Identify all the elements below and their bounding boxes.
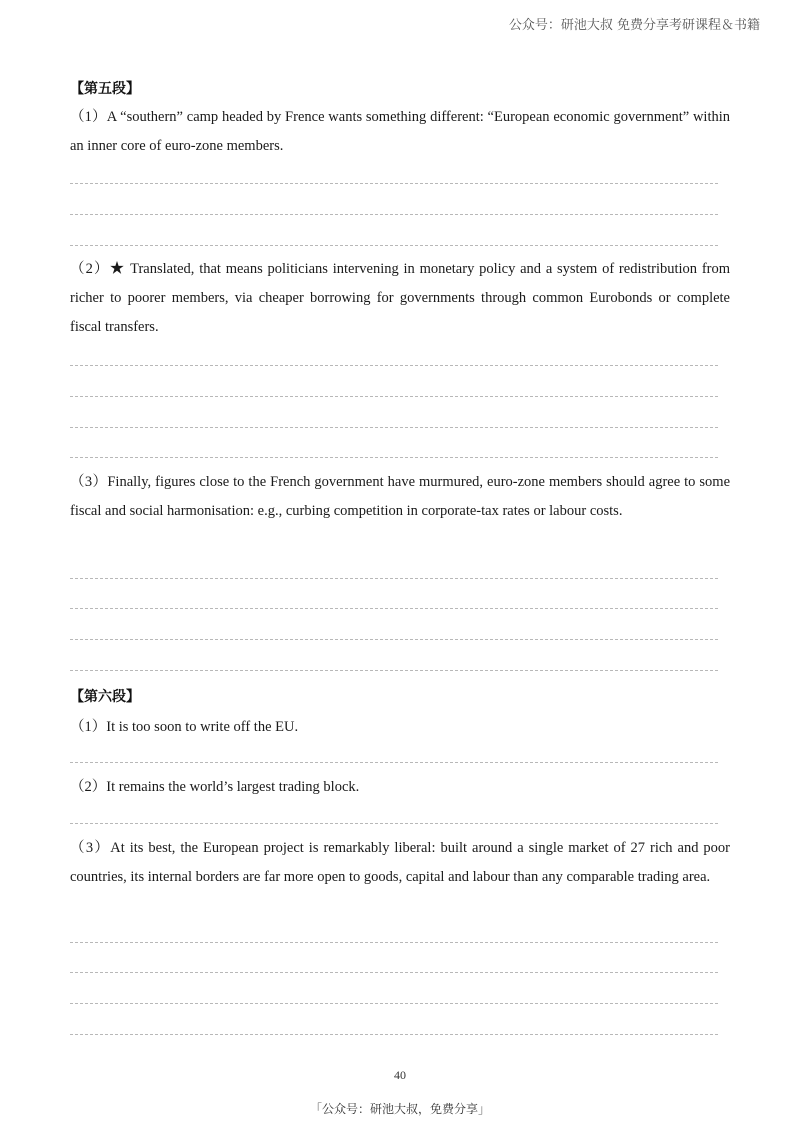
paragraph-label: （3） (70, 840, 111, 856)
answer-line (70, 639, 718, 640)
page-footer: 「公众号：研池大叔，免费分享」 (309, 1102, 490, 1116)
answer-line (70, 183, 718, 184)
paragraph-5-3 (70, 468, 730, 526)
paragraph-label: （1） (70, 109, 107, 125)
answer-line (70, 396, 718, 397)
answer-line (70, 972, 718, 973)
page-header: 公众号：研池大叔 免费分享考研课程＆书籍 (508, 18, 760, 33)
answer-line (70, 1003, 718, 1004)
paragraph-5-2 (70, 255, 730, 342)
answer-line (70, 245, 718, 246)
answer-line (70, 457, 718, 458)
section-heading-5: 【第五段】 (70, 81, 140, 97)
paragraph-label: （1） (70, 719, 107, 735)
paragraph-text: A “southern” camp headed by Frence wants something different: “European economic government” within an inner core of euro-zone members. (70, 109, 730, 154)
answer-line (70, 578, 718, 579)
answer-line (70, 670, 718, 671)
answer-line (70, 823, 718, 824)
paragraph-text: Finally, figures close to the French government have murmured, euro-zone members should agree to some fiscal and social harmonisation: e.g., curbing competition in corporate-tax rates or labour costs. (70, 474, 731, 519)
answer-line (70, 214, 718, 215)
paragraph-label: （2） (70, 779, 107, 795)
paragraph-6-3 (70, 834, 730, 892)
answer-line (70, 942, 718, 943)
paragraph-label: （2） (70, 261, 110, 277)
section-heading-6: 【第六段】 (70, 689, 140, 705)
paragraph-text: ★ Translated, that means politicians intervening in monetary policy and a system of redistribution from richer to poorer members, via cheaper borrowing for governments through common Eurobonds or complete fiscal transfers. (70, 261, 731, 335)
paragraph-6-1 (70, 713, 730, 742)
paragraph-text: At its best, the European project is remarkably liberal: built around a single market of 27 rich and poor countries, its internal borders are far more open to goods, capital and labour than any comparable trading area. (70, 840, 730, 885)
answer-line (70, 365, 718, 366)
paragraph-text: It is too soon to write off the EU. (106, 719, 299, 735)
paragraph-5-1 (70, 103, 730, 161)
answer-line (70, 427, 718, 428)
paragraph-6-2 (70, 773, 730, 802)
answer-line (70, 762, 718, 763)
paragraph-label: （3） (70, 474, 108, 490)
page-number: 40 (394, 1068, 406, 1082)
paragraph-text: It remains the world’s largest trading block. (106, 779, 360, 795)
answer-line (70, 608, 718, 609)
answer-line (70, 1034, 718, 1035)
